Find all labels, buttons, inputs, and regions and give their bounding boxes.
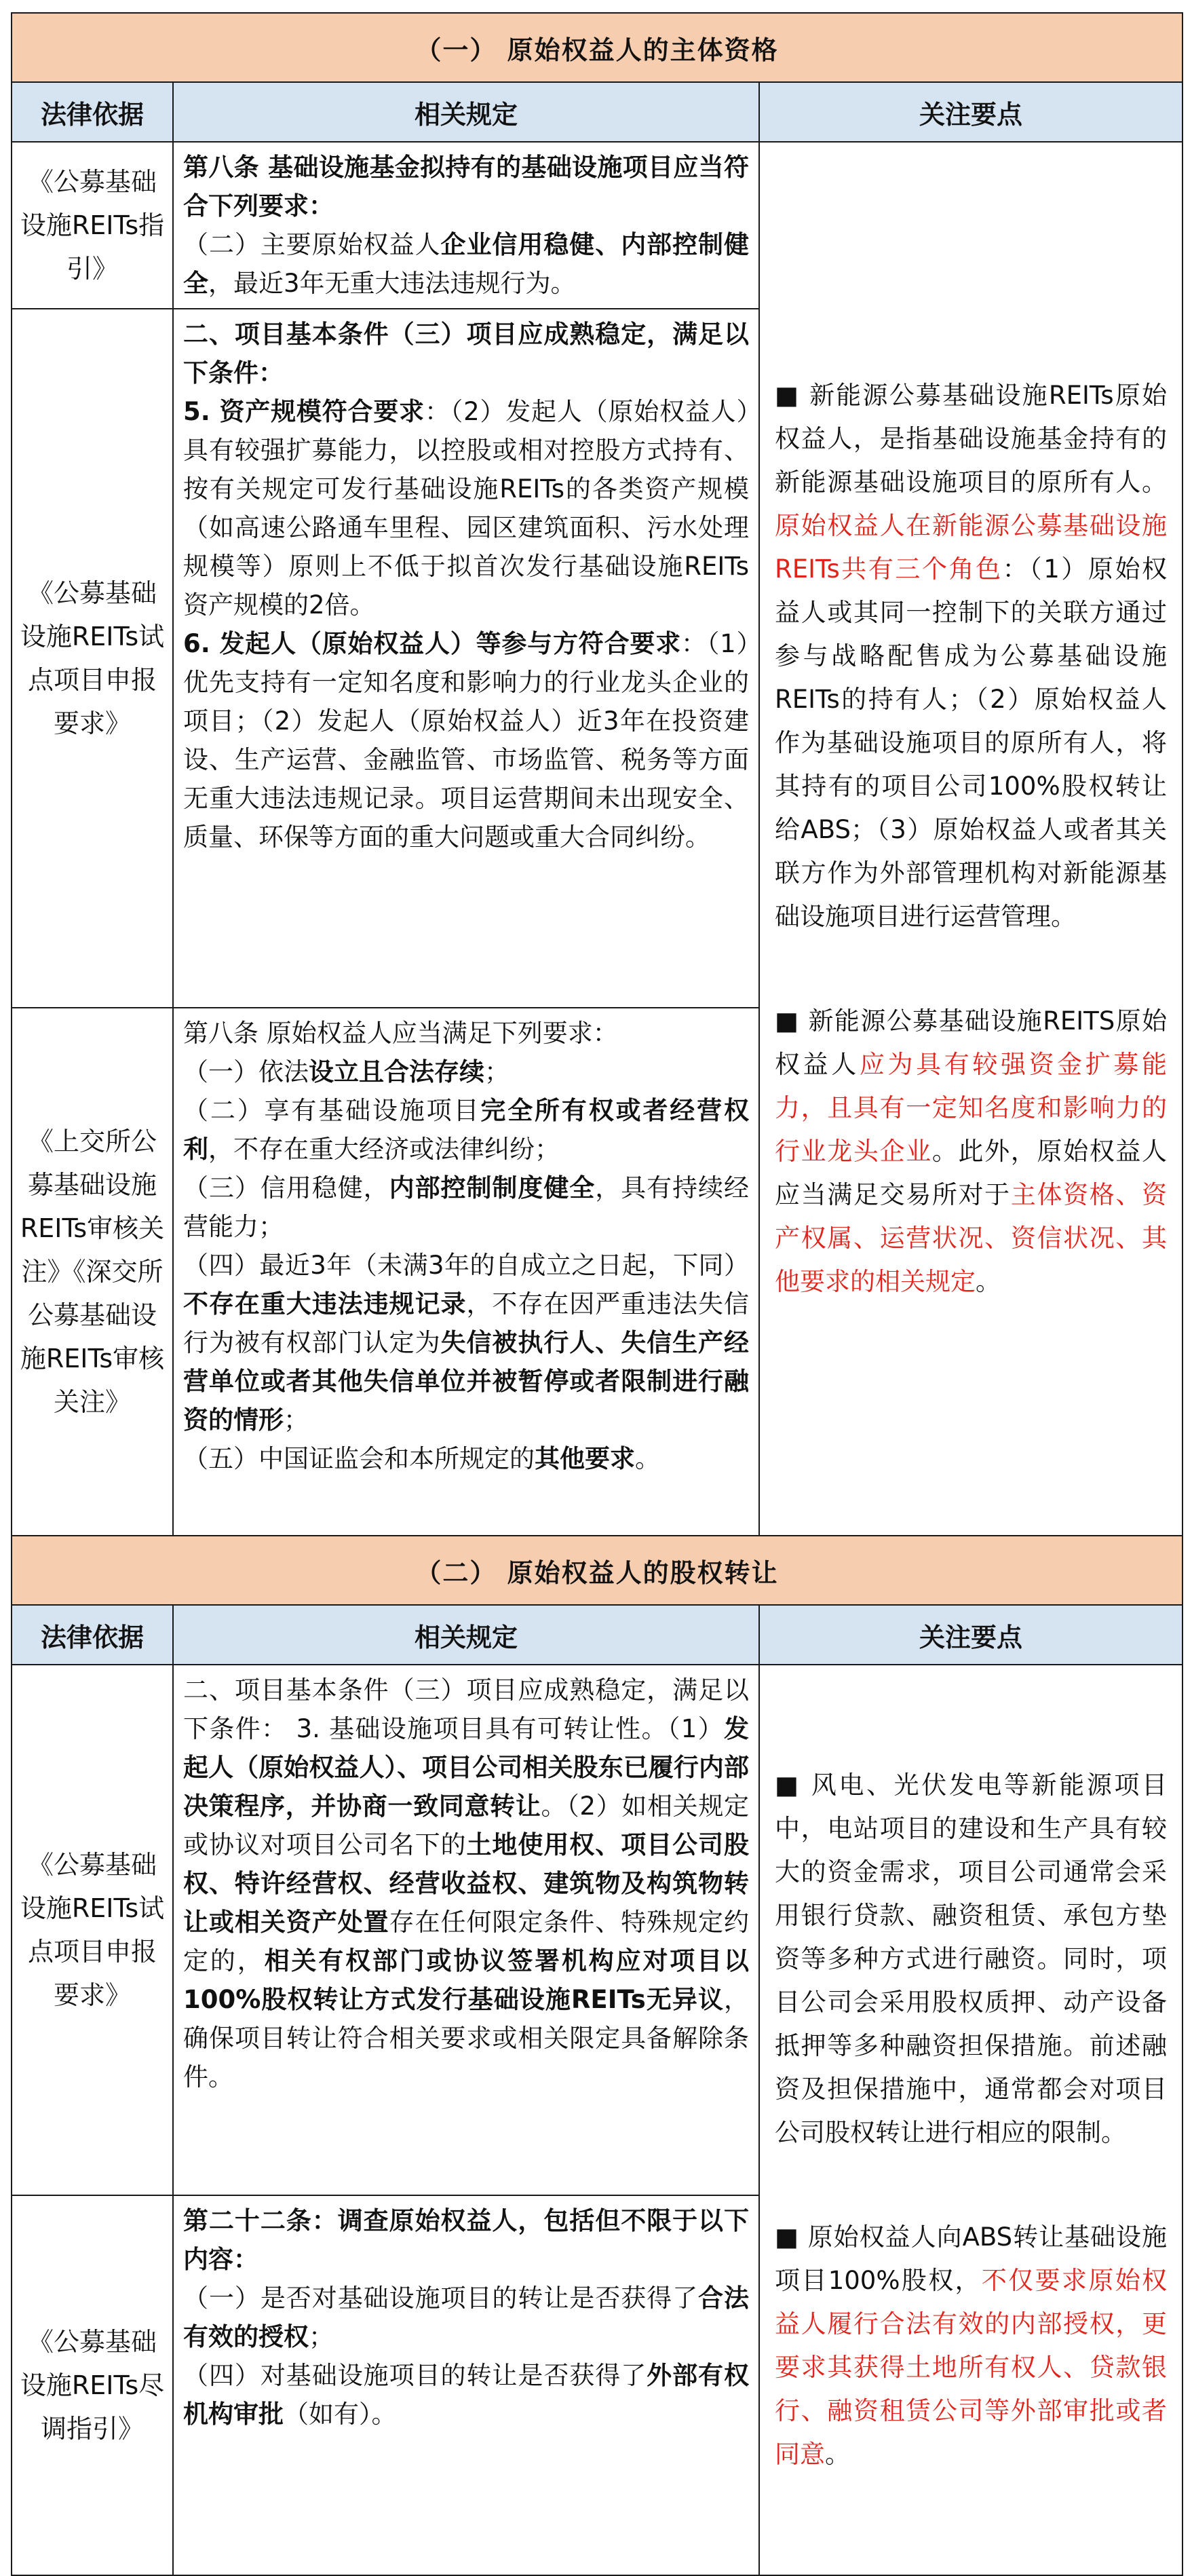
focus-cell — [759, 142, 1183, 1536]
bold-text: 外部有权机构审批 — [183, 2361, 750, 2429]
bold-text: 第二十二条：调查原始权益人，包括但不限于以下内容： — [183, 2206, 749, 2274]
text: ，不存在因严重违法失信行为被有权部门认定为 — [183, 1289, 750, 1357]
text: ：（1）优先支持有一定知名度和影响力的行业龙头企业的项目；（2）发起人（原始权益人）近3年在投资建设、生产运营、金融监管、市场监管、税务等方面无重大违法违规记录。项目运营期间未出现安全、质量、环保等方面的重大问题或重大合同纠纷。 — [183, 629, 749, 852]
bold-text: 6. 发起人（原始权益人）等参与方符合要求 — [183, 629, 682, 658]
focus-paragraph — [775, 2216, 1167, 2476]
bold-text: 相关有权部门或协议签署机构应对项目以100%股权转让方式发行基础设施REITs无异议 — [183, 1946, 750, 2014]
highlight-text: 主体资格、资产权属、运营状况、资信状况、其他要求的相关规定 — [775, 1180, 1168, 1296]
text: ，最近3年无重大违法违规行为。 — [208, 269, 576, 298]
text: ：（1）原始权益人或其同一控制下的关联方通过参与战略配售成为公募基础设施REITs的持有人；（2）原始权益人作为基础设施项目的原所有人，将其持有的项目公司100%股权转让给ABS；（3）原始权益人或者其关联方作为外部管理机构对新能源基础设施项目进行运营管理。 — [775, 554, 1168, 931]
text: 。 — [825, 2440, 850, 2469]
text: ； — [484, 1057, 510, 1086]
rule-cell — [173, 1008, 759, 1536]
rule-paragraph — [183, 392, 749, 624]
section-1-header-row — [12, 82, 1183, 142]
bold-text: 内部控制制度健全 — [389, 1173, 596, 1202]
bold-text: 其他要求 — [535, 1444, 635, 1473]
text: 。此外，原始权益人应当满足交易所对于 — [775, 1137, 1168, 1209]
text: （四）最近3年（未满3年的自成立之日起，下同） — [183, 1251, 749, 1280]
text: ，具有持续经营能力； — [183, 1173, 750, 1241]
text: （二）主要原始权益人 — [183, 230, 441, 259]
text: ■ 新能源公募基础设施REITS原始权益人 — [775, 1006, 1168, 1079]
text: （二）享有基础设施项目 — [183, 1096, 481, 1125]
rule-cell — [173, 309, 759, 1008]
text: ，确保项目转让符合相关要求或相关限定具备解除条件。 — [183, 1985, 749, 2091]
section-1-title-row — [12, 13, 1183, 82]
rule-paragraph — [183, 315, 749, 392]
table-row — [12, 1665, 1183, 2195]
rule-paragraph — [183, 1014, 749, 1053]
bold-text: 发起人（原始权益人）、项目公司相关股东已履行内部决策程序，并协商一致同意转让 — [183, 1714, 749, 1821]
focus-cell — [759, 1665, 1183, 2575]
rule-paragraph — [183, 2201, 749, 2279]
highlight-text: 不仅要求原始权益人履行合法有效的内部授权，更要求其获得土地所有权人、贷款银行、融资租赁公司等外部审批或者同意 — [775, 2266, 1168, 2469]
rule-paragraph — [183, 1169, 749, 1246]
text: ，不存在重大经济或法律纠纷； — [208, 1135, 560, 1164]
section-2-title-row — [12, 1536, 1183, 1605]
basis-cell: 《公募基础设施REITs尽调指引》 — [12, 2195, 173, 2575]
table-row — [12, 142, 1183, 309]
text: 二、项目基本条件（三）项目应成熟稳定，满足以下条件： 3. 基础设施项目具有可转让性。（1） — [183, 1675, 749, 1743]
rule-paragraph — [183, 2356, 749, 2433]
bold-text: 设立且合法存续 — [309, 1057, 484, 1086]
rule-paragraph — [183, 2279, 749, 2356]
basis-cell: 《公募基础设施REITs指引》 — [12, 142, 173, 309]
bold-text: 土地使用权、项目公司股权、特许经营权、经营收益权、建筑物及构筑物转让或相关资产处置 — [183, 1830, 750, 1937]
section-2-title: （二） 原始权益人的股权转让 — [12, 1536, 1183, 1605]
col-header-focus: 关注要点 — [759, 82, 1183, 142]
text: （如有）。 — [284, 2400, 397, 2429]
text: ■ 原始权益人向ABS转让基础设施项目100%股权， — [775, 2222, 1168, 2295]
highlight-text: 原始权益人在新能源公募基础设施REITs共有三个角色 — [775, 511, 1168, 584]
rule-paragraph — [183, 1053, 749, 1091]
col-header-basis: 法律依据 — [12, 1605, 173, 1665]
text: 。 — [976, 1267, 1001, 1296]
bold-text: 5. 资产规模符合要求 — [183, 397, 425, 426]
rule-cell — [173, 1665, 759, 2195]
bold-text: 二、项目基本条件（三）项目应成熟稳定，满足以下条件： — [183, 320, 749, 387]
focus-paragraph — [775, 374, 1167, 939]
text: ； — [284, 1405, 309, 1435]
section-1-title: （一） 原始权益人的主体资格 — [12, 13, 1183, 82]
focus-paragraph — [775, 1000, 1167, 1304]
bold-text: 失信被执行人、失信生产经营单位或者其他失信单位并被暂停或者限制进行融资的情形 — [183, 1328, 750, 1435]
paragraph-gap — [775, 939, 1167, 1000]
rule-paragraph — [183, 225, 749, 303]
rule-paragraph — [183, 1439, 749, 1478]
legal-basis-table — [11, 12, 1183, 2576]
text: （一）是否对基础设施项目的转让是否获得了 — [183, 2284, 699, 2313]
rule-paragraph — [183, 148, 749, 225]
text: ■ 新能源公募基础设施REITs原始权益人，是指基础设施基金持有的新能源基础设施项目的原所有人。 — [775, 381, 1168, 497]
rule-paragraph — [183, 1246, 749, 1439]
basis-cell: 《公募基础设施REITs试点项目申报要求》 — [12, 1665, 173, 2195]
rule-cell — [173, 142, 759, 309]
basis-cell: 《上交所公募基础设施REITs审核关注》《深交所公募基础设施REITs审核关注》 — [12, 1008, 173, 1536]
text: ； — [309, 2322, 334, 2351]
text: （三）信用稳健， — [183, 1173, 389, 1202]
text: （五）中国证监会和本所规定的 — [183, 1444, 535, 1473]
col-header-focus: 关注要点 — [759, 1605, 1183, 1665]
bold-text: 合法有效的授权 — [183, 2284, 749, 2351]
col-header-rule: 相关规定 — [173, 1605, 759, 1665]
col-header-basis: 法律依据 — [12, 82, 173, 142]
text: （四）对基础设施项目的转让是否获得了 — [183, 2361, 647, 2390]
basis-cell: 《公募基础设施REITs试点项目申报要求》 — [12, 309, 173, 1008]
rule-cell — [173, 2195, 759, 2575]
text: 。（2）如相关规定或协议对项目公司名下的 — [183, 1792, 749, 1859]
text: 存在任何限定条件、特殊规定约定的， — [183, 1908, 750, 1975]
paragraph-gap — [775, 2155, 1167, 2216]
rule-paragraph — [183, 1671, 749, 2096]
rule-paragraph — [183, 1091, 749, 1169]
rule-paragraph — [183, 624, 749, 856]
section-2-header-row — [12, 1605, 1183, 1665]
col-header-rule: 相关规定 — [173, 82, 759, 142]
highlight-text: 应为具有较强资金扩募能力，且具有一定知名度和影响力的行业龙头企业 — [775, 1050, 1168, 1166]
text: ■ 风电、光伏发电等新能源项目中，电站项目的建设和生产具有较大的资金需求，项目公司通常会采用银行贷款、融资租赁、承包方垫资等多种方式进行融资。同时，项目公司会采用股权质押、动产设备抵押等多种融资担保措施。前述融资及担保措施中，通常都会对项目公司股权转让进行相应的限制。 — [775, 1770, 1168, 2147]
text: 第八条 原始权益人应当满足下列要求： — [183, 1019, 618, 1048]
text: 。 — [635, 1444, 660, 1473]
bold-text: 第八条 基础设施基金拟持有的基础设施项目应当符合下列要求： — [183, 153, 749, 221]
bold-text: 企业信用稳健、内部控制健全 — [183, 230, 750, 298]
bold-text: 不存在重大违法违规记录 — [183, 1289, 467, 1319]
focus-paragraph — [775, 1764, 1167, 2155]
bold-text: 完全所有权或者经营权利 — [183, 1096, 750, 1164]
text: （一）依法 — [183, 1057, 309, 1086]
text: ：（2）发起人（原始权益人）具有较强扩募能力，以控股或相对控股方式持有、按有关规定可发行基础设施REITs的各类资产规模（如高速公路通车里程、园区建筑面积、污水处理规模等）原则上不低于拟首次发行基础设施REITs资产规模的2倍。 — [183, 397, 749, 620]
